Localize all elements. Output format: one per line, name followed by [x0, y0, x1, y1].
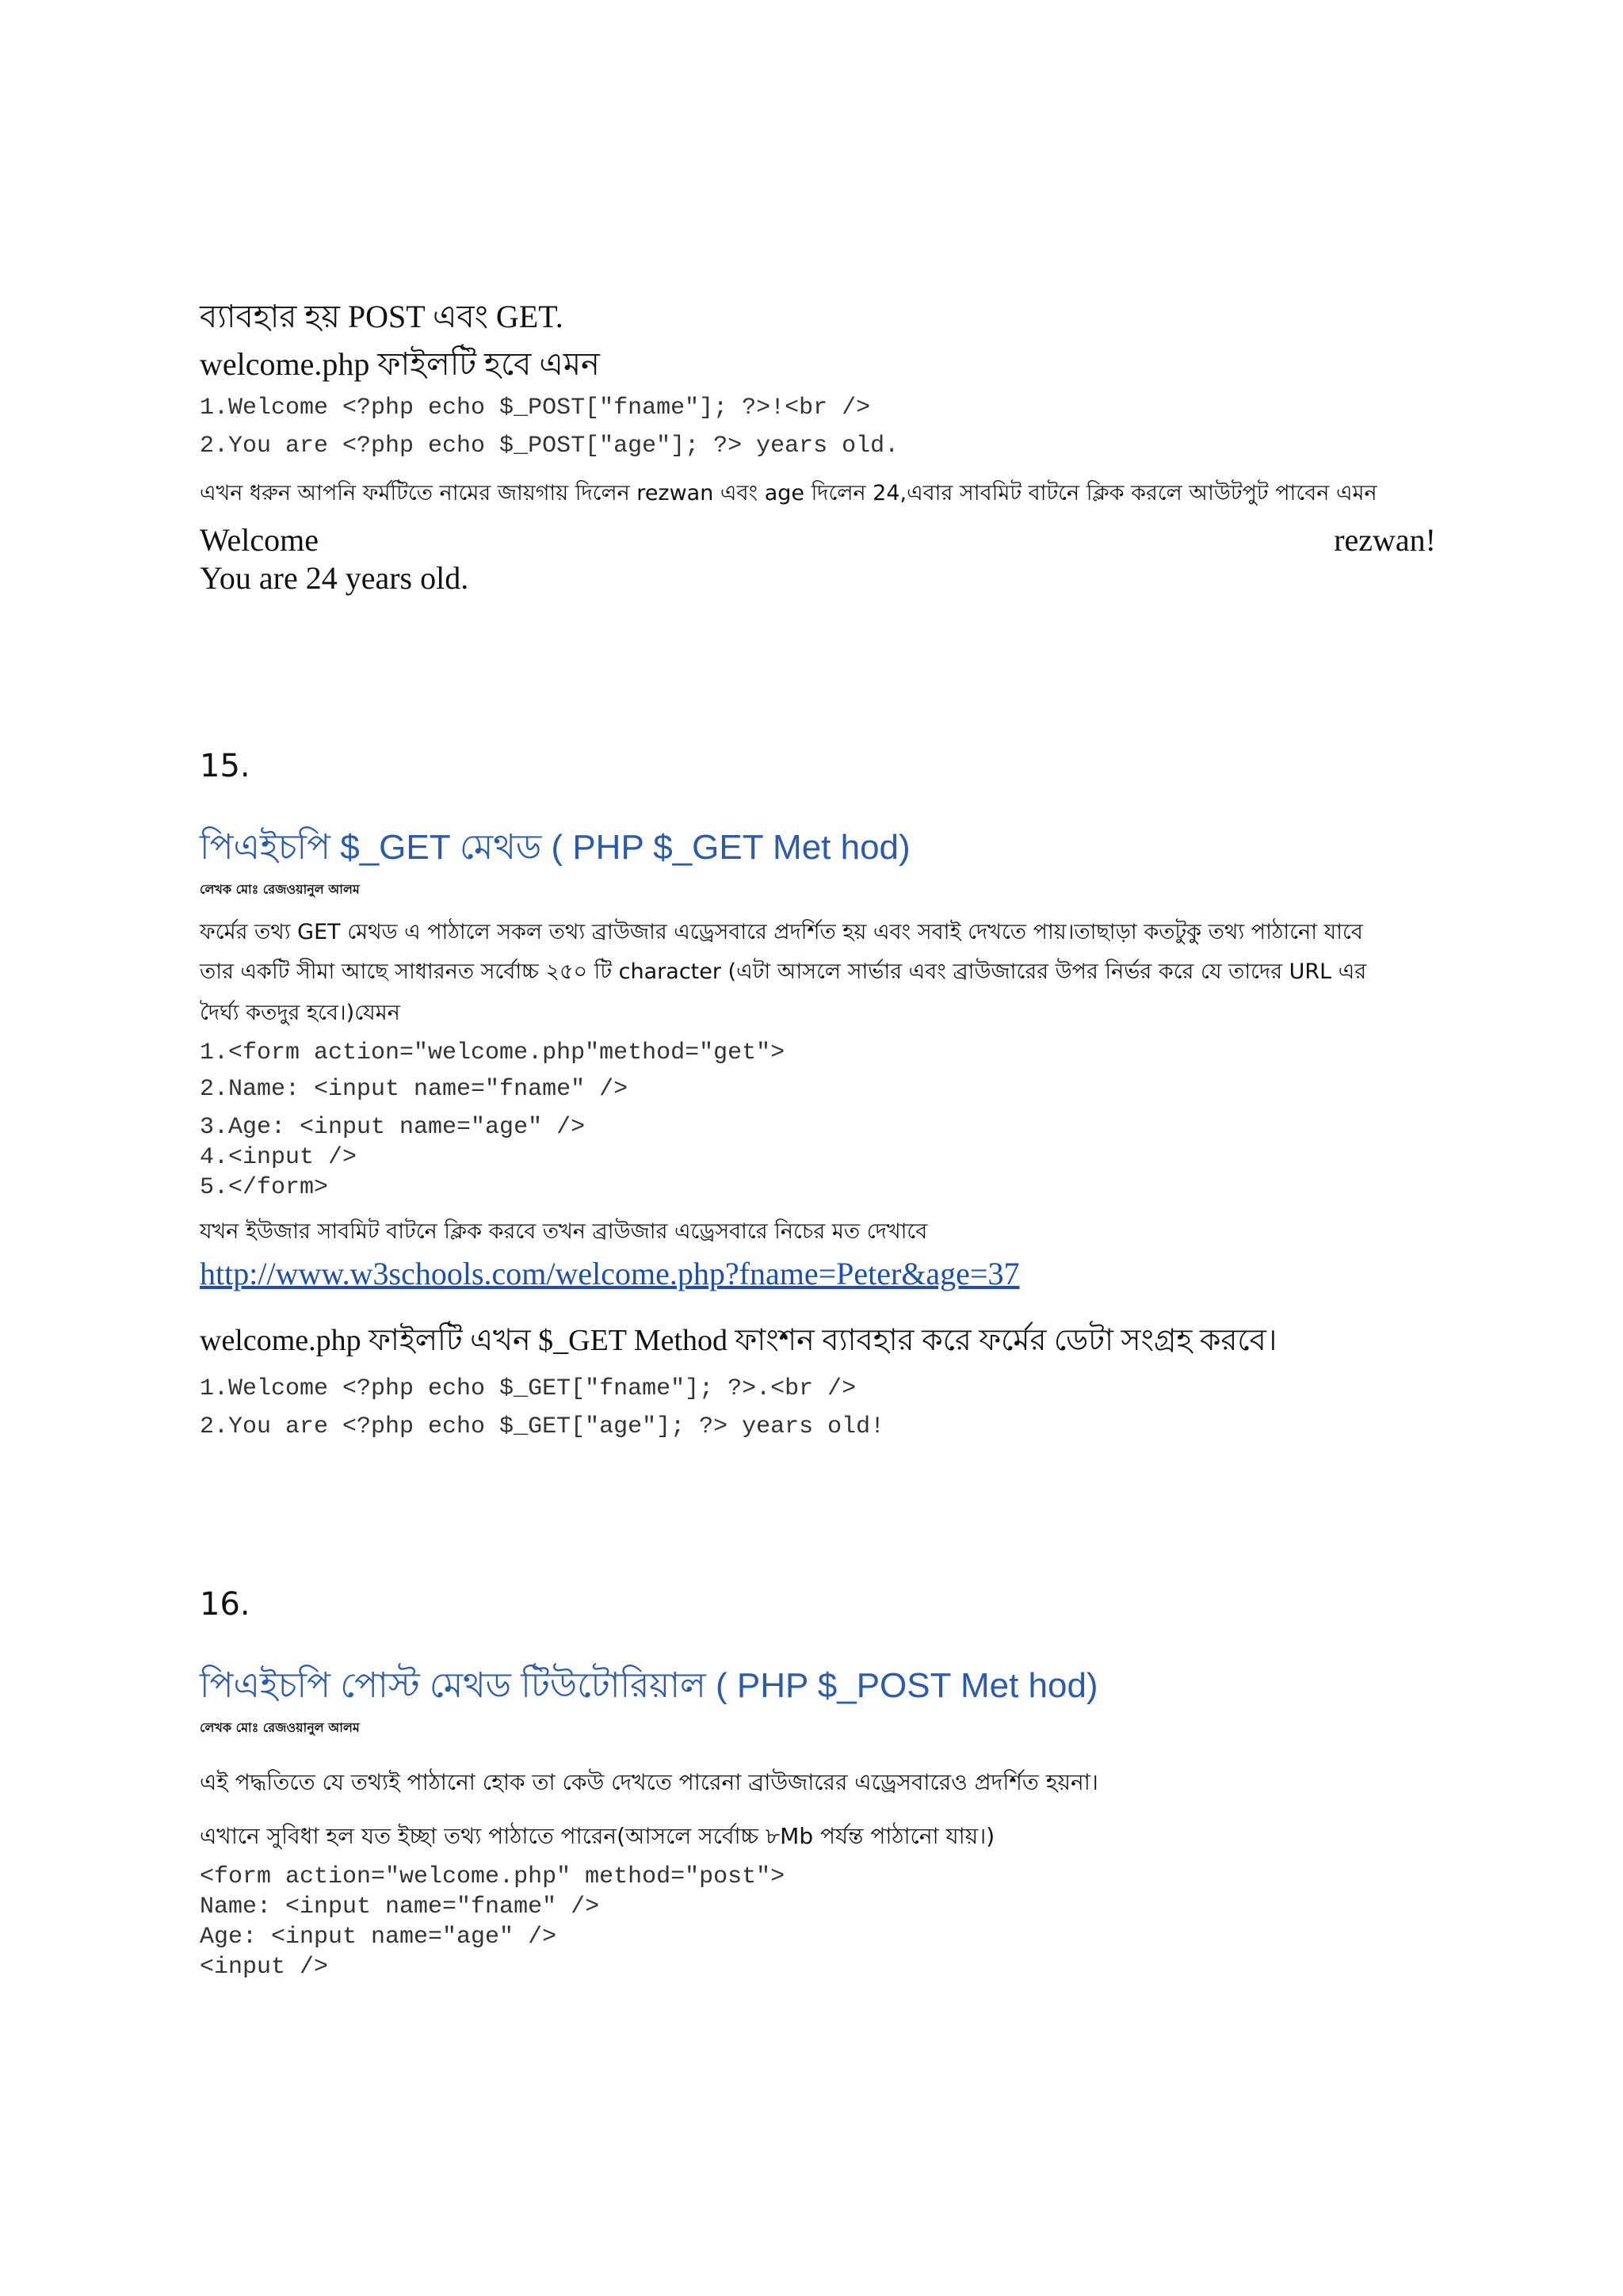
output-welcome: Welcome — [200, 522, 319, 558]
paragraph-line: দৈর্ঘ্য কতদুর হবে।)যেমন — [200, 1001, 400, 1025]
example-url-link[interactable]: http://www.w3schools.com/welcome.php?fname=Peter&age=37 — [200, 1256, 1020, 1291]
code-line: 2.You are <?php echo $_GET["age"]; ?> years old! — [200, 1413, 885, 1440]
byline: লেখক মোঃ রেজওয়ানুল আলম — [200, 882, 360, 897]
code-line: Age: <input name="age" /> — [200, 1924, 557, 1951]
section-number: 16. — [200, 1586, 250, 1623]
code-line: 1.Welcome <?php echo $_GET["fname"]; ?>.<br /> — [200, 1375, 857, 1402]
output-name: rezwan! — [1334, 522, 1436, 558]
intro-line: ব্যাবহার হয় POST এবং GET. — [200, 299, 563, 334]
explain-line: এখন ধরুন আপনি ফর্মটিতে নামের জায়গায় দিলেন rezwan এবং age দিলেন 24,এবার সাবমিট বাটনে ক্লিক করলে আউটপুট পাবেন এমন — [200, 481, 1377, 505]
code-line: Name: <input name="fname" /> — [200, 1894, 600, 1920]
code-line: 1.Welcome <?php echo $_POST["fname"]; ?>!<br /> — [200, 395, 871, 421]
section-heading: পিএইচপি পোস্ট মেথড টিউটোরিয়াল ( PHP $_POST Met hod) — [200, 1666, 1098, 1705]
paragraph-line: এই পদ্ধতিতে যে তথ্যই পাঠানো হোক তা কেউ দেখতে পারেনা ব্রাউজারের এড্রেসবারেও প্রদর্শিত হয়না। — [200, 1769, 1098, 1795]
code-line: 4.<input /> — [200, 1144, 357, 1171]
paragraph-line: এখানে সুবিধা হল যত ইচ্ছা তথ্য পাঠাতে পারেন(আসলে সর্বোচ্চ ৮Mb পর্যন্ত পাঠানো যায়।) — [200, 1823, 995, 1849]
submit-note: যখন ইউজার সাবমিট বাটনে ক্লিক করবে তখন ব্রাউজার এড্রেসবারে নিচের মত দেখাবে — [200, 1219, 928, 1244]
file-line: welcome.php ফাইলটি হবে এমন — [200, 346, 600, 382]
code-line: 2.Name: <input name="fname" /> — [200, 1076, 628, 1103]
paragraph-line: তার একটি সীমা আছে সাধারনত সর্বোচ্চ ২৫০ টি character (এটা আসলে সার্ভার এবং ব্রাউজারের উপর নির্ভর করে যে তাদের URL এর — [200, 959, 1367, 984]
paragraph-line: ফর্মের তথ্য GET মেথড এ পাঠালে সকল তথ্য ব্রাউজার এড্রেসবারে প্রদর্শিত হয় এবং সবাই দেখতে পায়।তাছাড়া কতটুকু তথ্য পাঠানো যাবে — [200, 920, 1363, 944]
output-age: You are 24 years old. — [200, 560, 469, 596]
section-number: 15. — [200, 748, 250, 784]
code-line: 3.Age: <input name="age" /> — [200, 1114, 586, 1141]
section-heading: পিএইচপি $_GET মেথড ( PHP $_GET Met hod) — [200, 828, 911, 867]
code-line: <form action="welcome.php" method="post"> — [200, 1863, 785, 1890]
code-line: 5.</form> — [200, 1174, 329, 1201]
code-line: 1.<form action="welcome.php"method="get"> — [200, 1039, 785, 1066]
code-line: <input /> — [200, 1954, 329, 1981]
byline: লেখক মোঃ রেজওয়ানুল আলম — [200, 1720, 360, 1735]
code-line: 2.You are <?php echo $_POST["age"]; ?> years old. — [200, 433, 899, 460]
file-note: welcome.php ফাইলটি এখন $_GET Method ফাংশন ব্যাবহার করে ফর্মের ডেটা সংগ্রহ করবে। — [200, 1324, 1277, 1357]
